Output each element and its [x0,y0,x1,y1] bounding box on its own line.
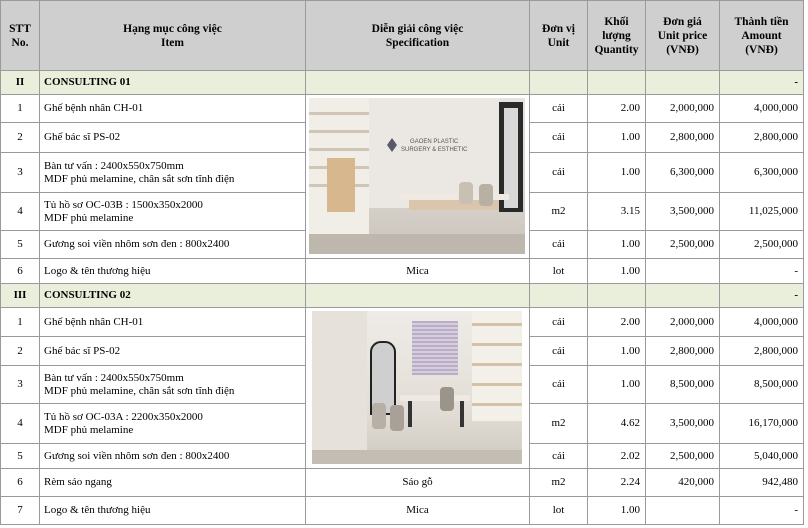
desk-leg [408,401,412,427]
row-number[interactable] [0,123,40,153]
shelf [309,148,369,151]
row-amount-text: 4,000,000 [754,102,798,114]
row-number-text: 7 [17,504,23,516]
row-amount-text: 4,000,000 [754,315,798,328]
row-unit-price[interactable] [646,193,720,231]
section-number[interactable] [0,71,40,95]
wood-panel [327,158,355,212]
header-unit[interactable] [530,0,588,71]
row-unit-price-text: 2,000,000 [670,315,714,328]
row-unit-price-text: 2,800,000 [670,131,714,143]
row-spec[interactable] [306,497,530,525]
row-amount[interactable] [720,231,804,259]
row-quantity-text: 1.00 [620,131,640,143]
row-unit-price-text: 2,500,000 [670,449,714,462]
shelf [472,383,522,386]
row-number-text: 6 [17,476,23,488]
row-unit[interactable] [530,444,588,469]
row-quantity[interactable] [588,123,646,153]
header-amount-line: Amount [741,29,782,42]
row-item[interactable] [40,366,306,404]
row-item-line: Tủ hồ sơ OC-03A : 2200x350x2000 [44,410,203,423]
desk-leg-2 [460,401,464,427]
row-quantity[interactable] [588,308,646,337]
header-qty-line: lượng [602,29,631,42]
floor [309,234,525,254]
row-unit-text: m2 [551,205,566,217]
row-amount-text: 11,025,000 [748,205,798,217]
row-unit-text: cái [552,166,565,178]
section-empty-cell[interactable] [306,71,530,95]
row-number[interactable] [0,259,40,284]
section-title-text: CONSULTING 02 [44,289,131,301]
door-glass [504,108,518,208]
row-item[interactable] [40,337,306,366]
row-amount-text: 2,800,000 [754,344,798,357]
row-item-line: Ghế bệnh nhân CH-01 [44,102,144,114]
row-unit[interactable] [530,497,588,525]
row-quantity[interactable] [588,231,646,259]
row-amount[interactable] [720,259,804,284]
row-unit-text: cái [552,378,565,390]
row-number-text: 4 [17,205,23,217]
row-number[interactable] [0,444,40,469]
row-item[interactable] [40,469,306,497]
header-item[interactable] [40,0,306,71]
row-amount-text: - [794,264,798,277]
row-item[interactable] [40,153,306,193]
row-unit-text: lot [552,264,565,277]
row-item-line: Tủ hồ sơ OC-03B : 1500x350x2000 [44,198,203,211]
section-amount[interactable] [720,284,804,308]
row-quantity-text: 1.00 [620,378,640,390]
row-quantity[interactable] [588,337,646,366]
row-unit-price-text: 2,000,000 [670,102,714,114]
row-item[interactable] [40,404,306,444]
row-item-line: Gương soi viền nhôm sơn đen : 800x2400 [44,238,230,250]
row-number-text: 2 [17,131,23,143]
row-item[interactable] [40,193,306,231]
row-quantity-text: 1.00 [620,264,640,277]
row-unit-text: cái [552,131,565,143]
row-item-line: Ghế bệnh nhân CH-01 [44,315,144,328]
row-quantity[interactable] [588,469,646,497]
row-unit-price[interactable] [646,231,720,259]
row-quantity-text: 2.02 [620,449,640,462]
row-amount[interactable] [720,95,804,123]
row-item-line: MDF phủ melamine, chân sắt sơn tĩnh điện [44,172,235,185]
row-quantity[interactable] [588,444,646,469]
row-amount[interactable] [720,308,804,337]
row-unit-text: lot [552,504,565,516]
row-spec[interactable] [306,259,530,284]
row-item-line: MDF phủ melamine, chân sắt sơn tĩnh điện [44,384,235,397]
row-spec[interactable] [306,469,530,497]
section-number-text: III [13,289,27,301]
row-unit-text: cái [552,102,565,114]
floor [312,450,522,464]
row-quantity[interactable] [588,366,646,404]
spec-photo-cell[interactable] [306,308,530,469]
row-quantity-text: 2.00 [620,315,640,328]
row-number-text: 5 [17,449,23,462]
row-quantity-text: 2.24 [620,476,640,488]
section-title[interactable] [40,71,306,95]
row-item-line: Ghế bác sĩ PS-02 [44,131,121,143]
row-unit-price-text: 2,500,000 [670,238,714,250]
header-spec-line: Specification [385,36,450,49]
row-item-line: Logo & tên thương hiệu [44,504,151,516]
header-amount-line: Thành tiền [734,15,789,28]
header-price-line: Đơn giá [663,15,702,28]
interior-render-image [312,311,522,464]
row-amount[interactable] [720,444,804,469]
row-unit-price[interactable] [646,308,720,337]
header-stt-line: No. [11,36,29,49]
row-item[interactable] [40,308,306,337]
section-empty-cell[interactable] [588,71,646,95]
row-quantity[interactable] [588,259,646,284]
row-item[interactable] [40,231,306,259]
row-spec-text: Mica [406,504,429,516]
row-amount[interactable] [720,337,804,366]
row-number[interactable] [0,153,40,193]
row-quantity-text: 4.62 [620,417,640,429]
header-qty-line: Quantity [594,43,639,56]
section-empty-cell[interactable] [646,284,720,308]
section-amount[interactable] [720,71,804,95]
row-amount-text: 16,170,000 [748,417,798,429]
row-amount[interactable] [720,469,804,497]
row-unit-price[interactable] [646,404,720,444]
section-empty-cell[interactable] [306,284,530,308]
section-number-text: II [15,76,25,88]
row-unit-price-text: 420,000 [678,476,714,488]
row-unit[interactable] [530,123,588,153]
section-amount-text: - [794,76,798,88]
row-unit-price[interactable] [646,366,720,404]
header-qty-line: Khối [604,15,629,28]
row-quantity[interactable] [588,404,646,444]
section-empty-cell[interactable] [588,284,646,308]
row-unit-text: m2 [551,417,566,429]
row-unit[interactable] [530,95,588,123]
row-amount[interactable] [720,193,804,231]
interior-render-image [309,98,525,254]
row-unit-price[interactable] [646,95,720,123]
header-spec[interactable] [306,0,530,71]
row-number-text: 2 [17,344,23,357]
header-amount[interactable] [720,0,804,71]
row-unit[interactable] [530,193,588,231]
row-item-line: Rèm sáo ngang [44,476,112,488]
header-price-line: Unit price [657,29,708,42]
shelf [309,130,369,133]
section-empty-cell[interactable] [530,71,588,95]
row-unit[interactable] [530,366,588,404]
doctor-chair [440,387,454,411]
row-quantity-text: 3.15 [620,205,640,217]
row-unit[interactable] [530,337,588,366]
row-number[interactable] [0,469,40,497]
shelf [309,112,369,115]
section-empty-cell[interactable] [530,284,588,308]
header-item-line: Hạng mục công việc [123,22,222,35]
row-unit-text: cái [552,449,565,462]
row-amount-text: 8,500,000 [754,378,798,390]
section-title[interactable] [40,284,306,308]
row-number[interactable] [0,95,40,123]
header-item-line: Item [161,36,184,49]
row-item-line: Bàn tư vấn : 2400x550x750mm [44,371,184,384]
row-item-line: Gương soi viền nhôm sơn đen : 800x2400 [44,449,230,462]
row-spec-text: Sáo gỗ [402,476,433,488]
row-item-line: Ghế bác sĩ PS-02 [44,344,121,357]
row-number-text: 4 [17,417,23,429]
row-item-line: MDF phủ melamine [44,423,134,436]
row-number[interactable] [0,193,40,231]
row-unit-price[interactable] [646,444,720,469]
row-item-line: MDF phủ melamine [44,211,134,224]
section-number[interactable] [0,284,40,308]
row-number-text: 1 [17,315,23,328]
row-unit[interactable] [530,308,588,337]
shelf [472,343,522,346]
shelf [472,363,522,366]
row-quantity-text: 1.00 [620,238,640,250]
row-amount[interactable] [720,153,804,193]
row-quantity[interactable] [588,497,646,525]
header-price[interactable] [646,0,720,71]
header-qty[interactable] [588,0,646,71]
row-quantity-text: 1.00 [620,166,640,178]
brand-logo-line: GAOEN PLASTIC [410,139,459,145]
row-number[interactable] [0,308,40,337]
row-amount-text: 942,480 [762,476,798,488]
row-unit-price-text: 3,500,000 [670,205,714,217]
header-amount-line: (VNĐ) [745,43,778,56]
section-empty-cell[interactable] [646,71,720,95]
row-amount-text: 6,300,000 [754,166,798,178]
row-item-line: Logo & tên thương hiệu [44,264,151,277]
row-quantity-text: 1.00 [620,344,640,357]
chair-2 [390,405,404,431]
row-unit-price[interactable] [646,497,720,525]
row-unit-price[interactable] [646,469,720,497]
row-number-text: 3 [17,166,23,178]
row-amount[interactable] [720,404,804,444]
row-unit[interactable] [530,469,588,497]
row-item[interactable] [40,444,306,469]
row-unit-text: cái [552,344,565,357]
spec-photo-cell[interactable] [306,95,530,259]
row-number-text: 5 [17,238,23,250]
row-item[interactable] [40,497,306,525]
row-unit[interactable] [530,153,588,193]
chair-1 [372,403,386,429]
row-number[interactable] [0,404,40,444]
row-amount-text: 2,800,000 [754,131,798,143]
row-amount[interactable] [720,497,804,525]
row-unit[interactable] [530,259,588,284]
brand-logo-text [401,138,467,154]
brand-logo-line: SURGERY & ESTHETIC [401,147,468,153]
chair-1 [459,182,473,204]
row-unit-price-text: 3,500,000 [670,417,714,429]
chair-2 [479,184,493,206]
row-unit-price[interactable] [646,259,720,284]
row-number[interactable] [0,231,40,259]
row-unit[interactable] [530,404,588,444]
header-stt[interactable] [0,0,40,71]
row-item[interactable] [40,123,306,153]
row-unit-text: cái [552,238,565,250]
section-title-text: CONSULTING 01 [44,76,131,88]
row-unit-price[interactable] [646,153,720,193]
row-unit[interactable] [530,231,588,259]
row-unit-text: cái [552,315,565,328]
row-amount[interactable] [720,366,804,404]
left-wall [312,311,367,464]
row-unit-price-text: 6,300,000 [670,166,714,178]
row-unit-text: m2 [551,476,566,488]
row-number[interactable] [0,337,40,366]
header-spec-line: Diễn giải công việc [371,22,464,35]
shelf [472,323,522,326]
row-number[interactable] [0,366,40,404]
row-number-text: 6 [17,264,23,277]
header-price-line: (VNĐ) [666,43,699,56]
row-quantity-text: 2.00 [620,102,640,114]
row-unit-price-text: 8,500,000 [670,378,714,390]
row-quantity-text: 1.00 [620,504,640,516]
row-number[interactable] [0,497,40,525]
row-number-text: 1 [17,102,23,114]
section-amount-text: - [794,289,798,301]
header-unit-line: Đơn vị [542,22,575,35]
row-item-line: Bàn tư vấn : 2400x550x750mm [44,159,184,172]
row-unit-price-text: 2,800,000 [670,344,714,357]
row-unit-price[interactable] [646,337,720,366]
row-number-text: 3 [17,378,23,390]
row-quantity[interactable] [588,95,646,123]
row-amount-text: - [794,504,798,516]
row-item[interactable] [40,259,306,284]
row-amount[interactable] [720,123,804,153]
row-spec-text: Mica [406,264,429,277]
header-unit-line: Unit [547,36,570,49]
row-item[interactable] [40,95,306,123]
row-unit-price[interactable] [646,123,720,153]
window-blinds [412,321,458,375]
shelf [472,403,522,406]
row-quantity[interactable] [588,193,646,231]
header-stt-line: STT [9,22,31,35]
row-amount-text: 2,500,000 [754,238,798,250]
row-quantity[interactable] [588,153,646,193]
row-amount-text: 5,040,000 [754,449,798,462]
